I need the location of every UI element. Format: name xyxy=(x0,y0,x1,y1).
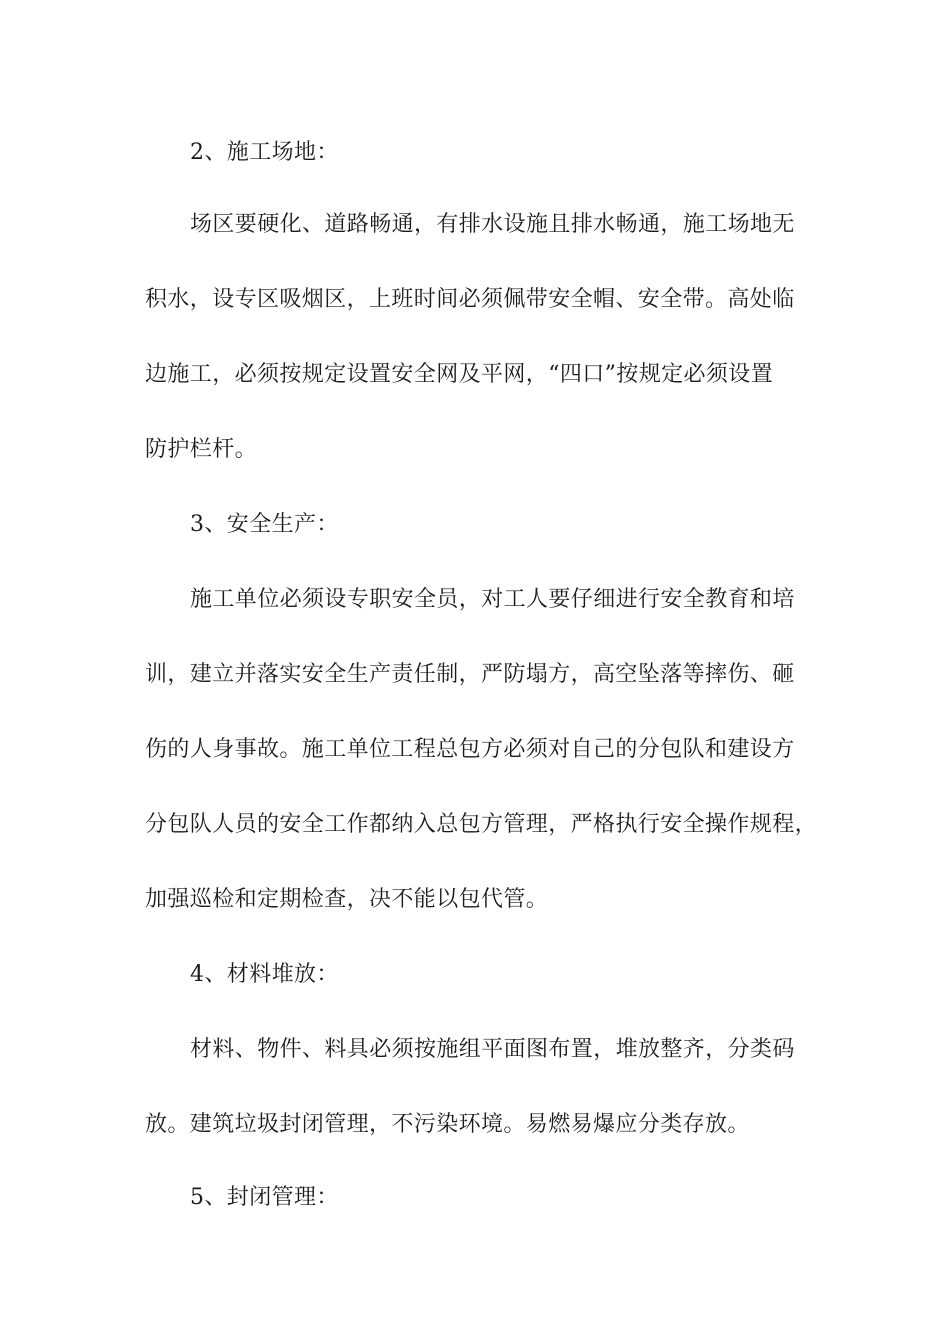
section-heading-closed-management: 5、封闭管理： xyxy=(190,1185,339,1210)
section-heading-materials: 4、材料堆放： xyxy=(190,962,339,987)
paragraph-line: 放。建筑垃圾封闭管理，不污染环境。易燃易爆应分类存放。 xyxy=(145,1112,750,1137)
section-heading-safety: 3、安全生产： xyxy=(190,512,339,537)
paragraph-line: 训，建立并落实安全生产责任制，严防塌方，高空坠落等摔伤、砸 xyxy=(145,662,795,687)
paragraph-line: 边施工，必须按规定设置安全网及平网，“四口”按规定必须设置 xyxy=(145,362,774,387)
paragraph-line: 加强巡检和定期检查，决不能以包代管。 xyxy=(145,887,549,912)
paragraph-line: 伤的人身事故。施工单位工程总包方必须对自己的分包队和建设方 xyxy=(145,737,795,762)
paragraph-line: 材料、物件、料具必须按施组平面图布置，堆放整齐，分类码 xyxy=(190,1037,795,1062)
paragraph-line: 积水，设专区吸烟区，上班时间必须佩带安全帽、安全带。高处临 xyxy=(145,287,795,312)
section-heading-site: 2、施工场地： xyxy=(190,140,339,165)
paragraph-line: 场区要硬化、道路畅通，有排水设施且排水畅通，施工场地无 xyxy=(190,212,795,237)
paragraph-line: 防护栏杆。 xyxy=(145,437,258,462)
paragraph-line: 施工单位必须设专职安全员，对工人要仔细进行安全教育和培 xyxy=(190,587,795,612)
paragraph-line: 分包队人员的安全工作都纳入总包方管理，严格执行安全操作规程， xyxy=(145,812,818,837)
